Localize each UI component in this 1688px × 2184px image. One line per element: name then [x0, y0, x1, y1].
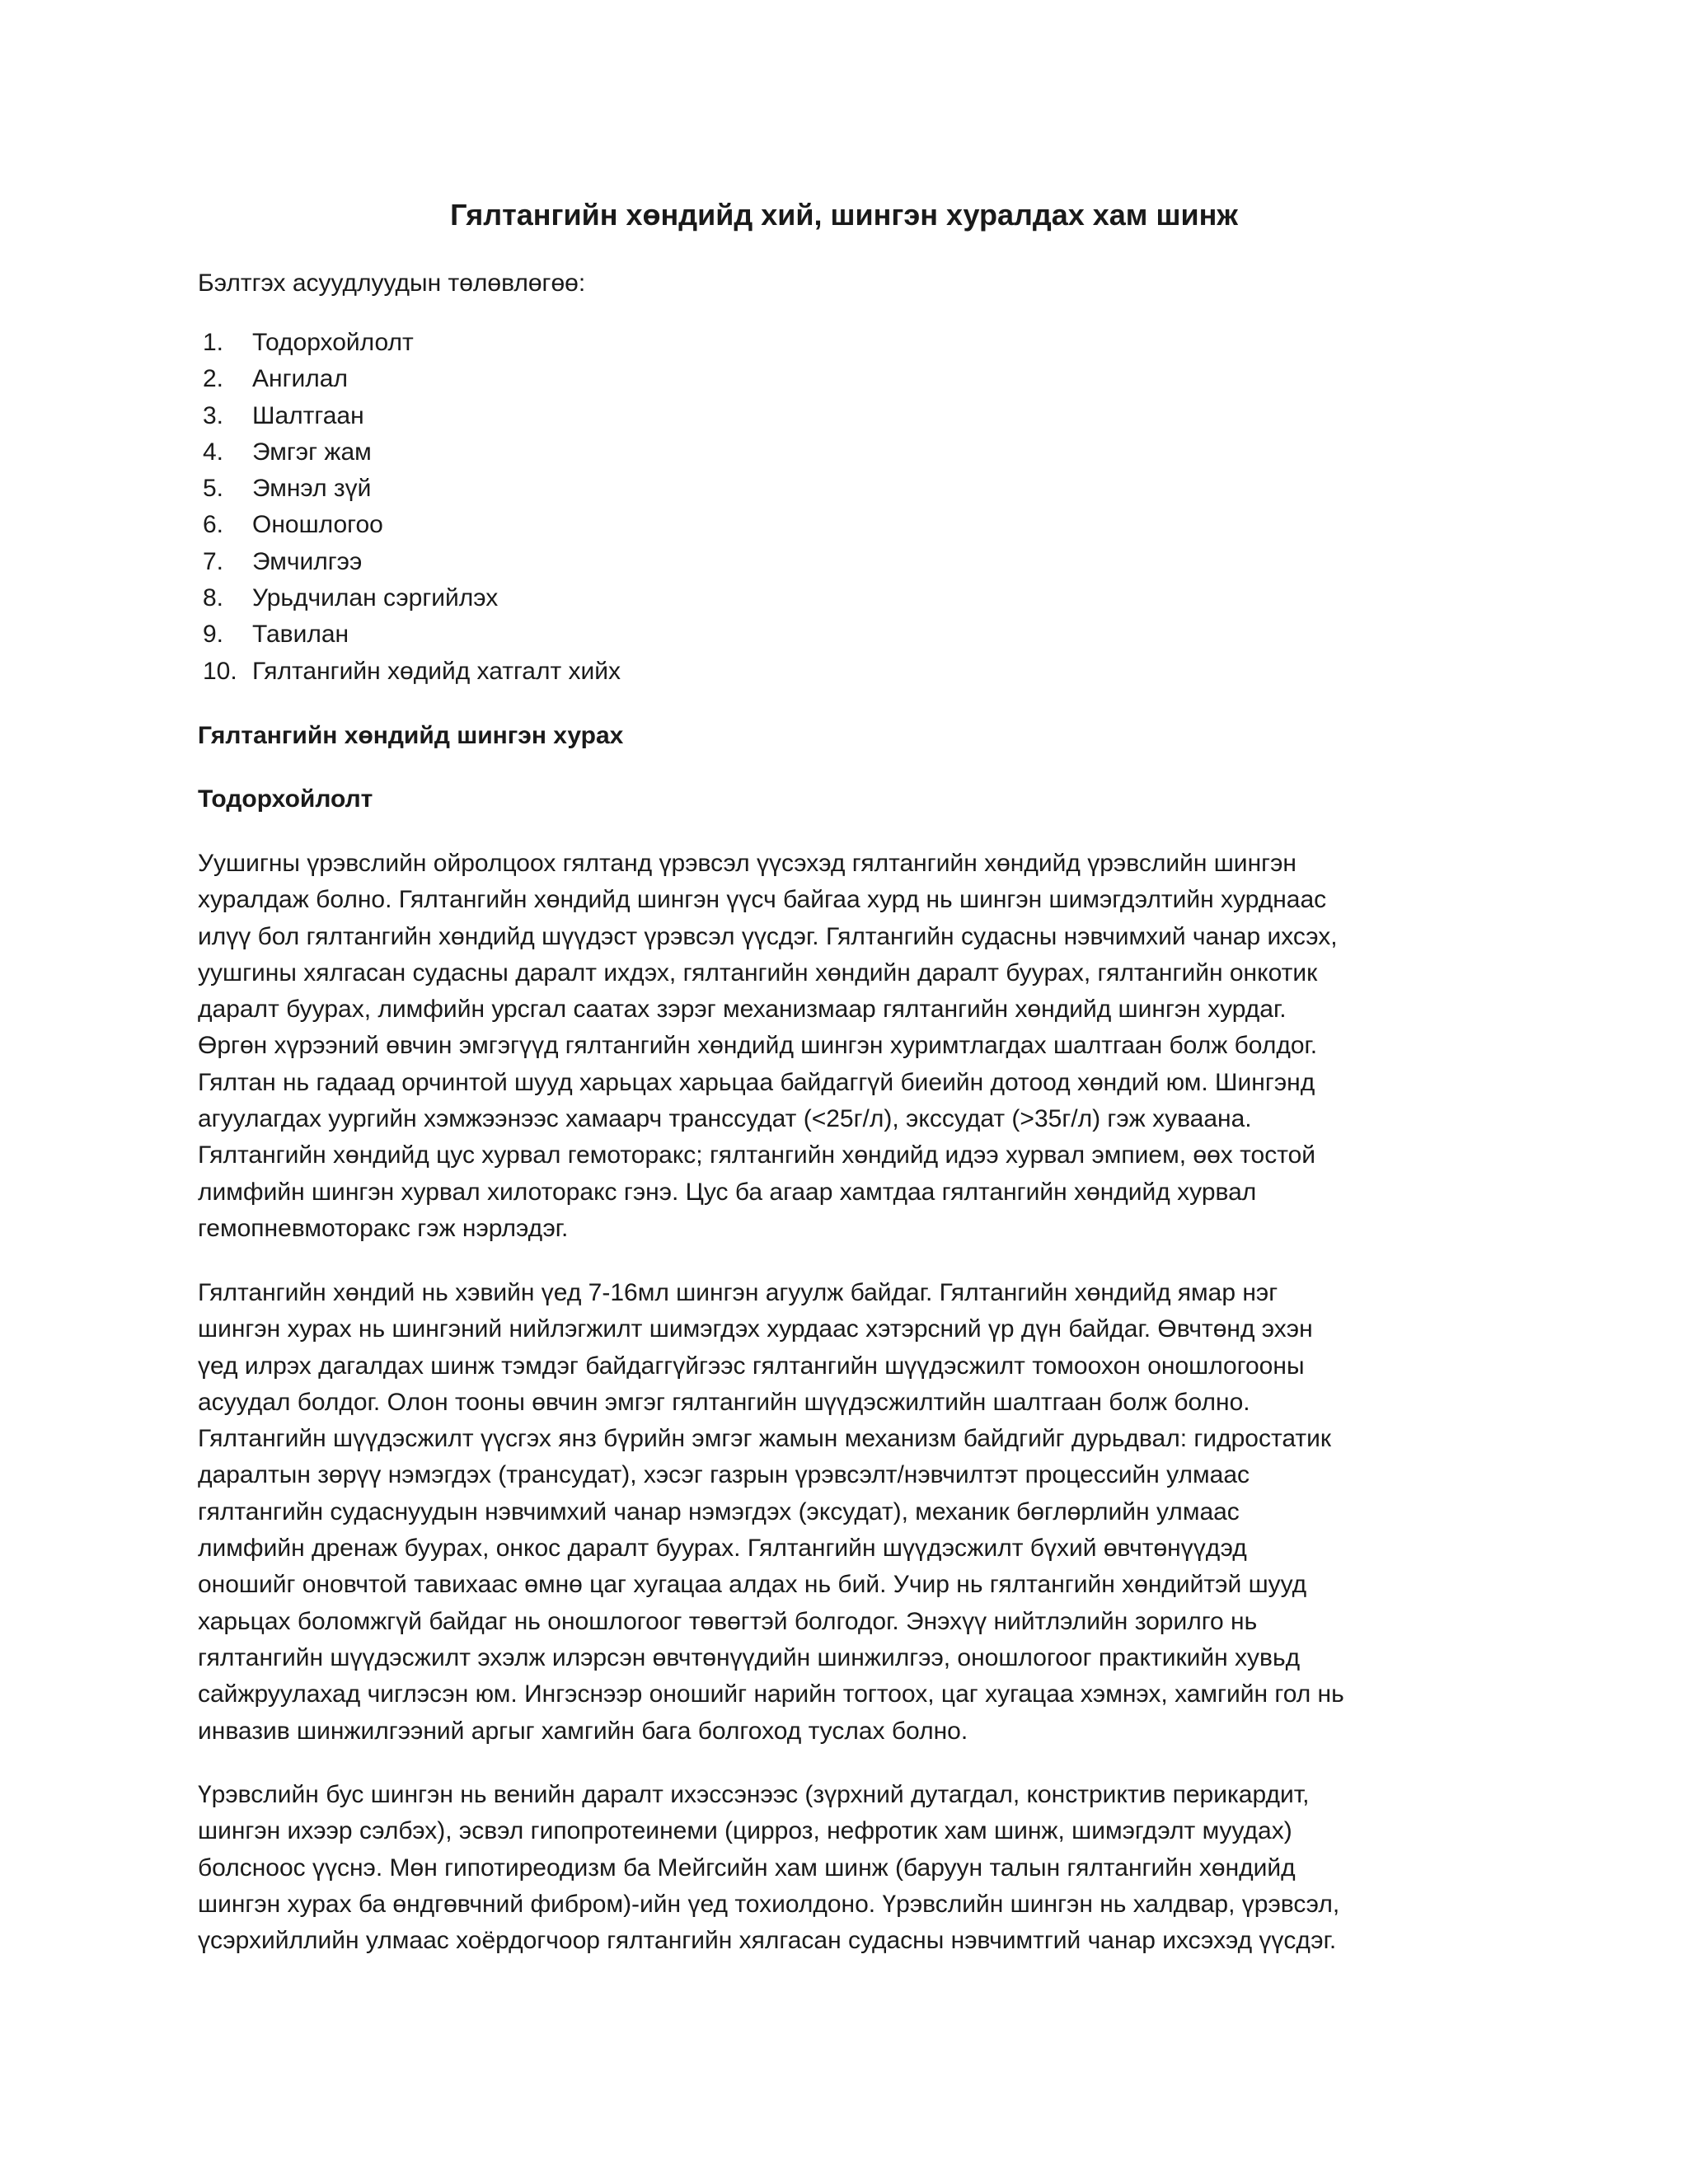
paragraph-line: Гялтангийн хөндий нь хэвийн үед 7-16мл шингэн агуулж байдаг. Гялтангийн хөндийд ямар нэг: [198, 1279, 1278, 1306]
plan-list-item: [198, 544, 621, 580]
paragraph-line: Гялтангийн хөндийд цус хурвал гемоторакс; гялтангийн хөндийд идээ хурвал эмпием, өөх тостой: [198, 1141, 1316, 1169]
plan-item-number: 2.: [203, 365, 224, 393]
paragraph-line: оношийг оновчтой тавихаас өмнө цаг хугацаа алдах нь бий. Учир нь гялтангийн хөндийтэй шууд: [198, 1571, 1307, 1599]
paragraph-line: хуралдаж болно. Гялтангийн хөндийд шингэн үүсч байгаа хурд нь шингэн шимэгдэлтийн хурднаас: [198, 886, 1327, 914]
paragraph-line: шингэн хурах ба өндгөвчний фибром)-ийн үед тохиолдоно. Үрэвслийн шингэн нь халдвар, үрэвсэл,: [198, 1890, 1340, 1918]
paragraph-line: уушгины хялгасан судасны даралт ихдэх, гялтангийн хөндийн даралт буурах, гялтангийн онкотик: [198, 958, 1318, 987]
paragraph-line: Гялтан нь гадаад орчинтой шууд харьцах харьцаа байдаггүй биеийн дотоод хөндий юм. Шингэнд: [198, 1068, 1315, 1096]
plan-item-text: Ангилал: [252, 365, 348, 393]
plan-intro: Бэлтгэх асуудлуудын төлөвлөгөө:: [198, 269, 586, 297]
plan-item-number: 10.: [203, 657, 237, 685]
paragraph-line: инвазив шинжилгээний аргыг хамгийн бага болгоход туслах болно.: [198, 1717, 968, 1745]
plan-item-number: 1.: [203, 329, 224, 356]
plan-list-item: [198, 580, 621, 616]
plan-item-text: Эмчилгээ: [252, 547, 363, 575]
plan-list-item: [198, 616, 621, 653]
paragraph-line: гялтангийн судаснуудын нэвчимхий чанар нэмэгдэх (эксудат), механик бөглөрлийн улмаас: [198, 1497, 1240, 1526]
section-heading: Гялтангийн хөндийд шингэн хурах: [198, 722, 624, 749]
plan-item-number: 6.: [203, 511, 224, 539]
plan-item-number: 7.: [203, 547, 224, 575]
plan-list-item: [198, 654, 621, 690]
paragraph-line: болсноос үүснэ. Мөн гипотиреодизм ба Мейгсийн хам шинж (баруун талын гялтангийн хөндийд: [198, 1854, 1296, 1882]
paragraph-line: асуудал болдог. Олон тооны өвчин эмгэг гялтангийн шүүдэсжилтийн шалтгаан болж болно.: [198, 1388, 1250, 1416]
plan-list: [198, 325, 621, 690]
plan-item-text: Гялтангийн хөдийд хатгалт хийх: [252, 657, 621, 685]
plan-list-item: [198, 361, 621, 397]
plan-item-text: Оношлогоо: [252, 511, 383, 539]
subsection-heading: Тодорхойлолт: [198, 785, 373, 813]
plan-item-text: Урьдчилан сэргийлэх: [252, 584, 499, 612]
paragraph-line: харьцах боломжгүй байдаг нь оношлогоог төвөгтэй болгодог. Энэхүү нийтлэлийн зорилго нь: [198, 1607, 1258, 1635]
paragraph-line: сайжруулахад чиглэсэн юм. Ингэснээр оношийг нарийн тогтоох, цаг хугацаа хэмнэх, хамгийн гол нь: [198, 1680, 1344, 1708]
plan-item-text: Тодорхойлолт: [252, 329, 414, 356]
plan-item-text: Эмгэг жам: [252, 438, 372, 466]
plan-list-item: [198, 471, 621, 507]
paragraph-line: лимфийн шингэн хурвал хилоторакс гэнэ. Цус ба агаар хамтдаа гялтангийн хөндийд хурвал: [198, 1178, 1257, 1206]
mechanism-paragraph: [198, 1275, 1500, 1750]
definition-paragraph: [198, 846, 1500, 1247]
paragraph-line: Үрэвслийн бус шингэн нь венийн даралт ихэссэнээс (зүрхний дутагдал, констриктив перикардит,: [198, 1781, 1310, 1808]
paragraph-line: илүү бол гялтангийн хөндийд шүүдэст үрэвсэл үүсдэг. Гялтангийн судасны нэвчимхий чанар ихсэх,: [198, 922, 1338, 950]
plan-list-item: [198, 434, 621, 471]
paragraph-line: Уушигны үрэвслийн ойролцоох гялтанд үрэвсэл үүсэхэд гялтангийн хөндийд үрэвслийн шингэн: [198, 850, 1296, 877]
paragraph-line: даралтын зөрүү нэмэгдэх (трансудат), хэсэг газрын үрэвсэлт/нэвчилтэт процессийн улмаас: [198, 1461, 1250, 1489]
causes-paragraph: [198, 1777, 1500, 1959]
plan-list-item: [198, 398, 621, 434]
plan-item-text: Тавилан: [252, 621, 349, 649]
paragraph-line: үед илрэх дагалдах шинж тэмдэг байдаггүйгээс гялтангийн шүүдэсжилт томоохон оношлогооны: [198, 1352, 1305, 1380]
plan-item-number: 8.: [203, 584, 224, 612]
plan-item-number: 3.: [203, 401, 224, 429]
document-title: Гялтангийн хөндийд хий, шингэн хуралдах хам шинж: [450, 198, 1238, 232]
plan-item-number: 9.: [203, 621, 224, 649]
paragraph-line: гялтангийн шүүдэсжилт эхэлж илэрсэн өвчтөнүүдийн шинжилгээ, оношлогоог практикийн хувьд: [198, 1643, 1301, 1671]
plan-item-number: 5.: [203, 475, 224, 503]
plan-item-text: Шалтгаан: [252, 401, 364, 429]
paragraph-line: шингэн ихээр сэлбэх), эсвэл гипопротеинеми (цирроз, нефротик хам шинж, шимэгдэлт муудах): [198, 1817, 1292, 1845]
paragraph-line: Гялтангийн шүүдэсжилт үүсгэх янз бүрийн эмгэг жамын механизм байдгийг дурьдвал: гидростатик: [198, 1425, 1331, 1453]
paragraph-line: Өргөн хүрээний өвчин эмгэгүүд гялтангийн хөндийд шингэн хуримтлагдах шалтгаан болж болдог.: [198, 1032, 1318, 1060]
paragraph-line: үсэрхийллийн улмаас хоёрдогчоор гялтангийн хялгасан судасны нэвчимтгий чанар ихсэхэд үүсдэг.: [198, 1927, 1337, 1955]
plan-item-number: 4.: [203, 438, 224, 466]
paragraph-line: агуулагдах уургийн хэмжээнээс хамаарч транссудат (<25г/л), экссудат (>35г/л) гэж хуваана.: [198, 1105, 1252, 1133]
paragraph-line: шингэн хурах нь шингэний нийлэгжилт шимэгдэх хурдаас хэтэрсний үр дүн байдаг. Өвчтөнд эхэн: [198, 1315, 1313, 1343]
plan-list-item: [198, 325, 621, 361]
plan-list-item: [198, 507, 621, 543]
plan-item-text: Эмнэл зүй: [252, 475, 372, 503]
paragraph-line: лимфийн дренаж буурах, онкос даралт буурах. Гялтангийн шүүдэсжилт бүхий өвчтөнүүдэд: [198, 1535, 1247, 1563]
paragraph-line: даралт буурах, лимфийн урсгал саатах зэрэг механизмаар гялтангийн хөндийд шингэн хурдаг.: [198, 996, 1287, 1024]
paragraph-line: гемопневмоторакс гэж нэрлэдэг.: [198, 1214, 569, 1242]
